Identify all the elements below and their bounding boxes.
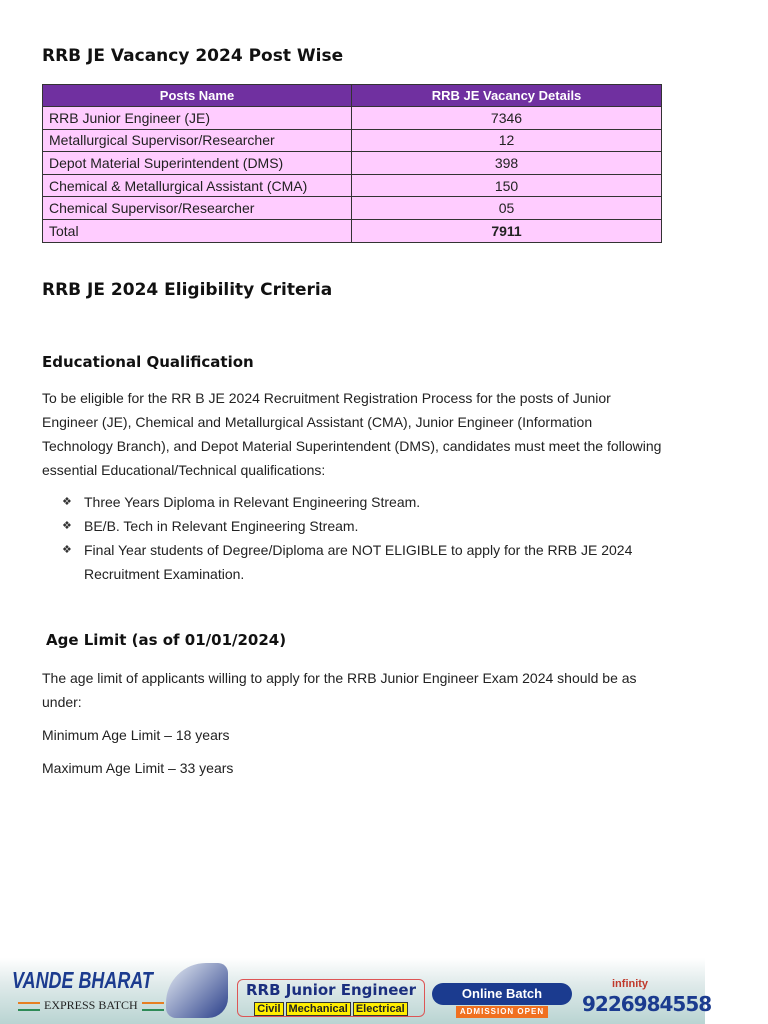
admission-open-badge: ADMISSION OPEN [456,1006,548,1018]
header-vacancy: RRB JE Vacancy Details [352,85,662,107]
min-age: Minimum Age Limit – 18 years [42,727,230,743]
post-count: 05 [352,197,662,220]
post-count: 398 [352,152,662,175]
vacancy-table [42,84,662,243]
vacancy-title: RRB JE Vacancy 2024 Post Wise [42,46,344,66]
course-title: RRB Junior Engineer [246,981,416,999]
diamond-bullet-icon: ❖ [62,520,72,532]
promo-banner[interactable] [0,958,712,1024]
total-count: 7911 [352,219,662,242]
infinity-logo: infinity [612,978,649,990]
post-name: Chemical Supervisor/Researcher [43,197,352,220]
list-item [62,538,652,586]
bullet-text: Three Years Diploma in Relevant Engineering Stream. [84,494,421,510]
header-posts: Posts Name [43,85,352,107]
post-count: 12 [352,129,662,152]
bullet-text: BE/B. Tech in Relevant Engineering Stream. [84,518,359,534]
table-header [43,85,662,107]
post-name: Depot Material Superintendent (DMS) [43,152,352,175]
table-row [43,129,662,152]
list-item [62,490,652,514]
bullet-text: Final Year students of Degree/Diploma are NOT ELIGIBLE to apply for the RRB JE 2024 Recruitment Examination. [84,542,633,582]
post-count: 7346 [352,107,662,130]
qualification-list [62,490,652,586]
list-item [62,514,652,538]
brand-title: VANDE BHARAT [12,967,153,993]
post-name: Metallurgical Supervisor/Researcher [43,129,352,152]
table-total-row [43,219,662,242]
tag-civil: Civil [254,1002,283,1016]
phone-number: 9226984558 [582,992,712,1016]
education-title: Educational Qualification [42,353,254,371]
education-paragraph: To be eligible for the RR B JE 2024 Recruitment Registration Process for the posts of Junior Engineer (JE), Chemical and Metallurgical Assistant (CMA), Junior Engineer (Information Technology Branch), and Depot Material Superintendent (DMS), candidates must meet the following essential Educational/Technical qualifications: [42,390,662,478]
age-title: Age Limit (as of 01/01/2024) [46,631,287,649]
tag-electrical: Electrical [353,1002,408,1016]
train-icon [166,963,228,1018]
tag-mechanical: Mechanical [286,1002,351,1016]
eligibility-title: RRB JE 2024 Eligibility Criteria [42,280,333,300]
total-label: Total [43,219,352,242]
post-count: 150 [352,174,662,197]
online-batch-badge: Online Batch [432,983,572,1005]
post-name: Chemical & Metallurgical Assistant (CMA) [43,174,352,197]
course-box [237,979,425,1017]
age-paragraph: The age limit of applicants willing to apply for the RRB Junior Engineer Exam 2024 should be as under: [42,670,637,710]
table-row [43,152,662,175]
table-row [43,174,662,197]
brand-subtitle: EXPRESS BATCH [14,998,168,1013]
table-row [43,107,662,130]
table-row [43,197,662,220]
diamond-bullet-icon: ❖ [62,544,72,556]
post-name: RRB Junior Engineer (JE) [43,107,352,130]
diamond-bullet-icon: ❖ [62,496,72,508]
max-age: Maximum Age Limit – 33 years [42,760,234,776]
